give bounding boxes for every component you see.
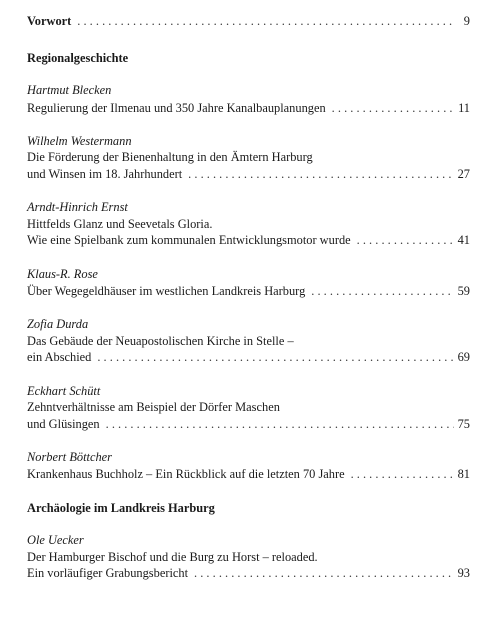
entry-title: Zehntverhältnisse am Beispiel der Dörfer Maschen (27, 400, 280, 414)
dot-leader (194, 566, 454, 582)
dot-leader (311, 284, 453, 300)
section-heading: Regionalgeschichte (27, 51, 129, 65)
entry-author: Norbert Böttcher (27, 450, 113, 464)
page-number: 27 (457, 167, 470, 181)
entry-author: Hartmut Blecken (27, 83, 112, 97)
entry-title: Die Förderung der Bienenhaltung in den Ämtern Harburg (27, 150, 313, 164)
toc-entry[interactable] (27, 566, 470, 582)
dot-leader (332, 101, 454, 117)
toc-entry[interactable] (27, 167, 470, 183)
page-number: 81 (457, 467, 470, 481)
entry-title-continued: und Glüsingen (27, 417, 100, 431)
dot-leader (106, 417, 454, 433)
dot-leader (188, 167, 453, 183)
entry-title: Hittfelds Glanz und Seevetals Gloria. (27, 217, 213, 231)
dot-leader (97, 350, 453, 366)
toc-entry[interactable] (27, 284, 470, 300)
page-number: 69 (457, 350, 470, 364)
section-heading: Archäologie im Landkreis Harburg (27, 501, 215, 515)
dot-leader (77, 14, 454, 30)
dot-leader (357, 233, 454, 249)
toc-entry[interactable] (27, 467, 470, 483)
entry-title: Das Gebäude der Neuapostolischen Kirche in Stelle – (27, 334, 294, 348)
entry-title: Der Hamburger Bischof und die Burg zu Horst – reloaded. (27, 550, 318, 564)
entry-title: Über Wegegeldhäuser im westlichen Landkreis Harburg (27, 284, 306, 298)
entry-author: Wilhelm Westermann (27, 134, 132, 148)
entry-title-continued: Ein vorläufiger Grabungsbericht (27, 566, 189, 580)
entry-title: Krankenhaus Buchholz – Ein Rückblick auf die letzten 70 Jahre (27, 467, 345, 481)
entry-title: Regulierung der Ilmenau und 350 Jahre Kanalbauplanungen (27, 101, 326, 115)
entry-title-continued: ein Abschied (27, 350, 92, 364)
entry-author: Klaus-R. Rose (27, 267, 98, 281)
page-number: 9 (463, 14, 470, 28)
page-number: 59 (457, 284, 470, 298)
entry-author: Eckhart Schütt (27, 384, 101, 398)
page-number: 75 (457, 417, 470, 431)
toc-entry[interactable] (27, 233, 470, 249)
entry-title-continued: Wie eine Spielbank zum kommunalen Entwicklungsmotor wurde (27, 233, 351, 247)
toc-entry[interactable] (27, 101, 470, 117)
entry-title-continued: und Winsen im 18. Jahrhundert (27, 167, 183, 181)
toc-entry-preface[interactable] (27, 14, 470, 30)
entry-author: Arndt-Hinrich Ernst (27, 200, 128, 214)
toc-entry[interactable] (27, 350, 470, 366)
entry-author: Ole Uecker (27, 533, 84, 547)
dot-leader (351, 467, 454, 483)
preface-title: Vorwort (27, 14, 72, 28)
page-number: 41 (457, 233, 470, 247)
page-number: 93 (457, 566, 470, 580)
page-number: 11 (458, 101, 470, 115)
toc-entry[interactable] (27, 417, 470, 433)
entry-author: Zofia Durda (27, 317, 89, 331)
